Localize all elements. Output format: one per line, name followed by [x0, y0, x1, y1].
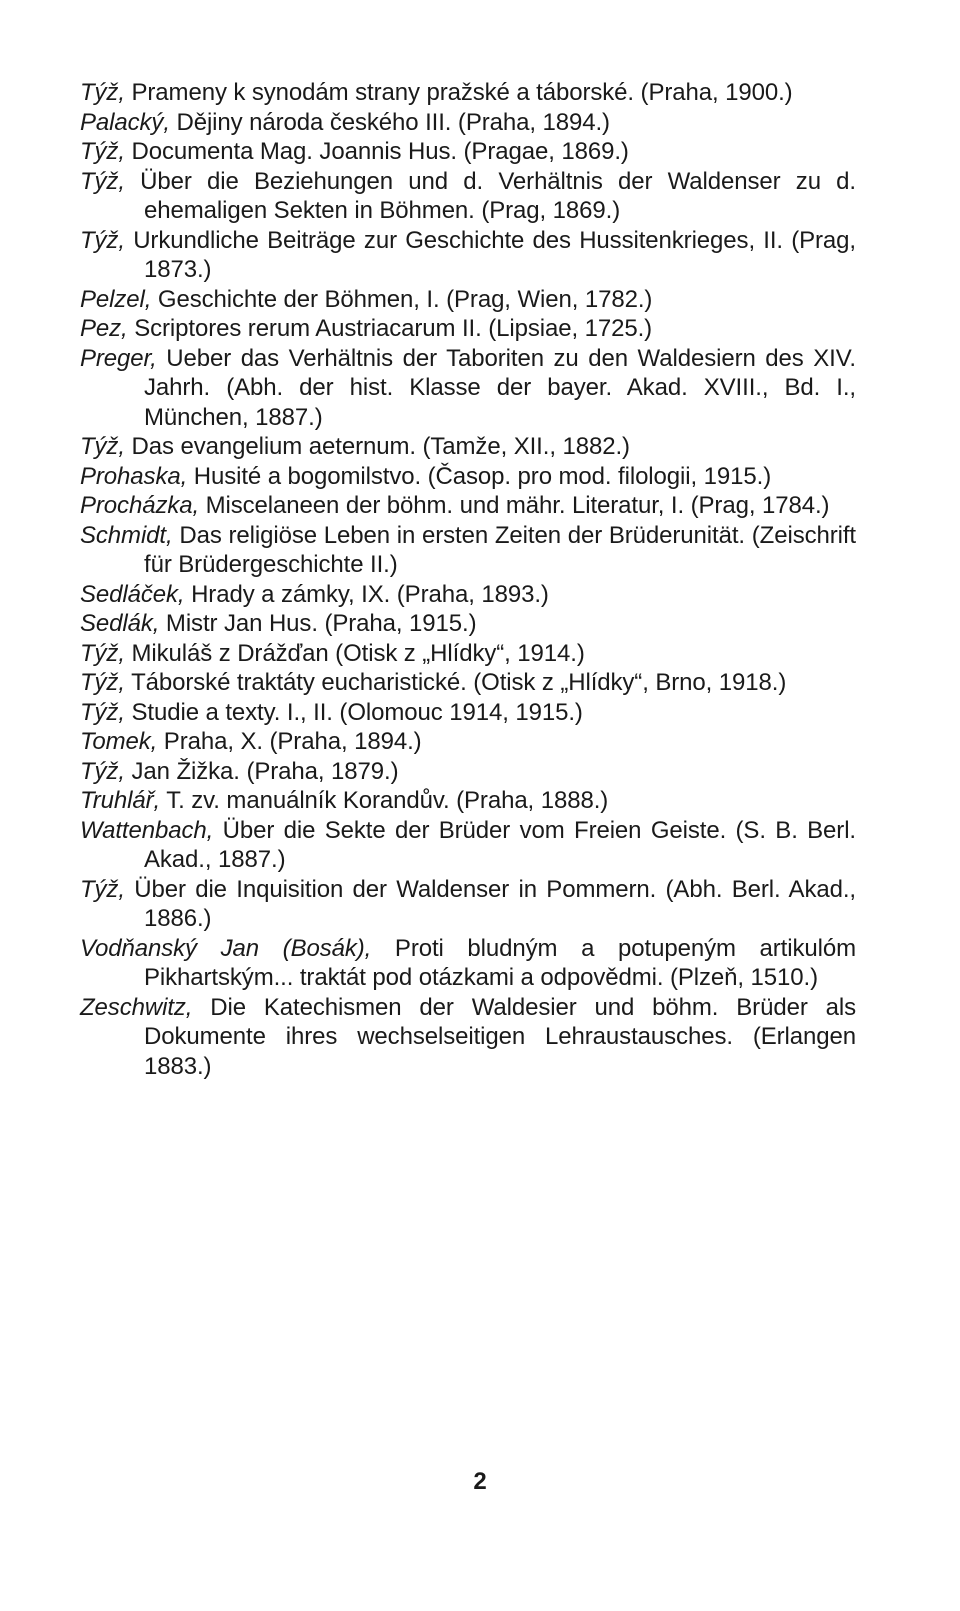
- entry-author: Schmidt,: [80, 521, 173, 549]
- entry-author: Palacký,: [80, 108, 170, 136]
- entry-author: Týž,: [80, 79, 125, 106]
- entry-author: Týž,: [80, 669, 125, 696]
- entry-text: Táborské traktáty eucharistické. (Otisk z „Hlídky“, Brno, 1918.): [124, 669, 787, 696]
- bibliography-entry: [80, 609, 856, 639]
- entry-text: T. zv. manuálník Korandův. (Praha, 1888.): [160, 787, 609, 814]
- page-number: 2: [473, 1468, 487, 1495]
- bibliography-entry: [80, 934, 856, 993]
- entry-author: Pez,: [80, 315, 128, 342]
- entry-text: Studie a texty. I., II. (Olomouc 1914, 1915.): [124, 698, 583, 726]
- bibliography-entry: [80, 639, 856, 669]
- bibliography-entry: [80, 137, 856, 167]
- bibliography-entry: [80, 491, 856, 521]
- entry-author: Pelzel,: [80, 285, 152, 313]
- entry-author: Truhlář,: [80, 787, 161, 814]
- entry-text: Das evangelium aeternum. (Tamže, XII., 1882.): [124, 433, 630, 460]
- entry-text: Über die Beziehungen und d. Verhältnis der Waldenser zu d. ehemaligen Sekten in Böhmen. (Prag, 1869.): [124, 167, 856, 224]
- bibliography-entry: [80, 580, 856, 610]
- entry-author: Zeschwitz,: [80, 993, 193, 1021]
- entry-author: Wattenbach,: [80, 816, 214, 844]
- entry-text: Ueber das Verhältnis der Taboriten zu den Waldesiern des XIV. Jahrh. (Abh. der hist. Klasse der bayer. Akad. XVIII., Bd. I., München, 1887.): [144, 344, 856, 431]
- entry-text: Jan Žižka. (Praha, 1879.): [124, 757, 399, 785]
- entry-text: Mikuláš z Drážďan (Otisk z „Hlídky“, 1914.): [124, 639, 585, 667]
- entry-text: Proti bludným a potupeným artikulóm Pikhartským... traktát pod otázkami a odpovědmi. (Plzeň, 1510.): [144, 934, 856, 991]
- bibliography-entry: [80, 226, 856, 285]
- entry-author: Vodňanský Jan (Bosák),: [80, 934, 372, 962]
- entry-author: Tomek,: [80, 728, 158, 755]
- entry-text: Urkundliche Beiträge zur Geschichte des Hussitenkrieges, II. (Prag, 1873.): [124, 226, 856, 283]
- entry-author: Týž,: [80, 698, 125, 726]
- entry-text: Über die Sekte der Brüder vom Freien Geiste. (S. B. Berl. Akad., 1887.): [144, 816, 856, 873]
- entry-author: Sedlák,: [80, 610, 160, 637]
- bibliography-entry: [80, 285, 856, 315]
- entry-author: Sedláček,: [80, 580, 185, 608]
- entry-text: Miscelaneen der böhm. und mähr. Literatur, I. (Prag, 1784.): [199, 492, 830, 519]
- entry-text: Die Katechismen der Waldesier und böhm. Brüder als Dokumente ihres wechselseitigen Lehraustausches. (Erlangen 1883.): [144, 993, 856, 1080]
- bibliography-entry: [80, 757, 856, 787]
- entry-text: Praha, X. (Praha, 1894.): [157, 728, 422, 755]
- bibliography-entry: [80, 78, 856, 108]
- entry-text: Prameny k synodám strany pražské a táborské. (Praha, 1900.): [124, 79, 793, 106]
- bibliography-entry: [80, 698, 856, 728]
- entry-author: Týž,: [80, 875, 125, 903]
- entry-text: Documenta Mag. Joannis Hus. (Pragae, 1869.): [124, 138, 629, 165]
- entry-author: Týž,: [80, 167, 125, 195]
- entry-text: Mistr Jan Hus. (Praha, 1915.): [159, 610, 477, 637]
- entry-author: Týž,: [80, 757, 125, 785]
- bibliography-entry: [80, 816, 856, 875]
- entry-author: Prohaska,: [80, 462, 188, 490]
- entry-text: Scriptores rerum Austriacarum II. (Lipsiae, 1725.): [127, 315, 653, 342]
- entry-text: Dějiny národa českého III. (Praha, 1894.): [169, 108, 610, 136]
- entry-text: Über die Inquisition der Waldenser in Pommern. (Abh. Berl. Akad., 1886.): [124, 875, 856, 932]
- entry-text: Das religiöse Leben in ersten Zeiten der Brüderunität. (Zeischrift für Brüdergeschichte II.): [144, 521, 856, 578]
- entry-text: Geschichte der Böhmen, I. (Prag, Wien, 1782.): [151, 285, 653, 313]
- entry-author: Preger,: [80, 344, 157, 372]
- bibliography-entry: [80, 314, 856, 344]
- bibliography-entry: [80, 344, 856, 433]
- entry-author: Týž,: [80, 433, 125, 460]
- entry-author: Procházka,: [80, 492, 200, 519]
- bibliography-entry: [80, 786, 856, 816]
- bibliography-entry: [80, 668, 856, 698]
- entry-author: Týž,: [80, 226, 125, 254]
- entry-author: Týž,: [80, 138, 125, 165]
- bibliography-entry: [80, 462, 856, 492]
- entry-text: Hrady a zámky, IX. (Praha, 1893.): [184, 580, 549, 608]
- bibliography-entry: [80, 727, 856, 757]
- bibliography-entry: [80, 521, 856, 580]
- entry-author: Týž,: [80, 639, 125, 667]
- bibliography-entry: [80, 108, 856, 138]
- bibliography-list: [80, 78, 856, 1081]
- bibliography-entry: [80, 167, 856, 226]
- bibliography-entry: [80, 875, 856, 934]
- entry-text: Husité a bogomilstvo. (Časop. pro mod. filologii, 1915.): [187, 462, 772, 490]
- bibliography-entry: [80, 993, 856, 1082]
- bibliography-entry: [80, 432, 856, 462]
